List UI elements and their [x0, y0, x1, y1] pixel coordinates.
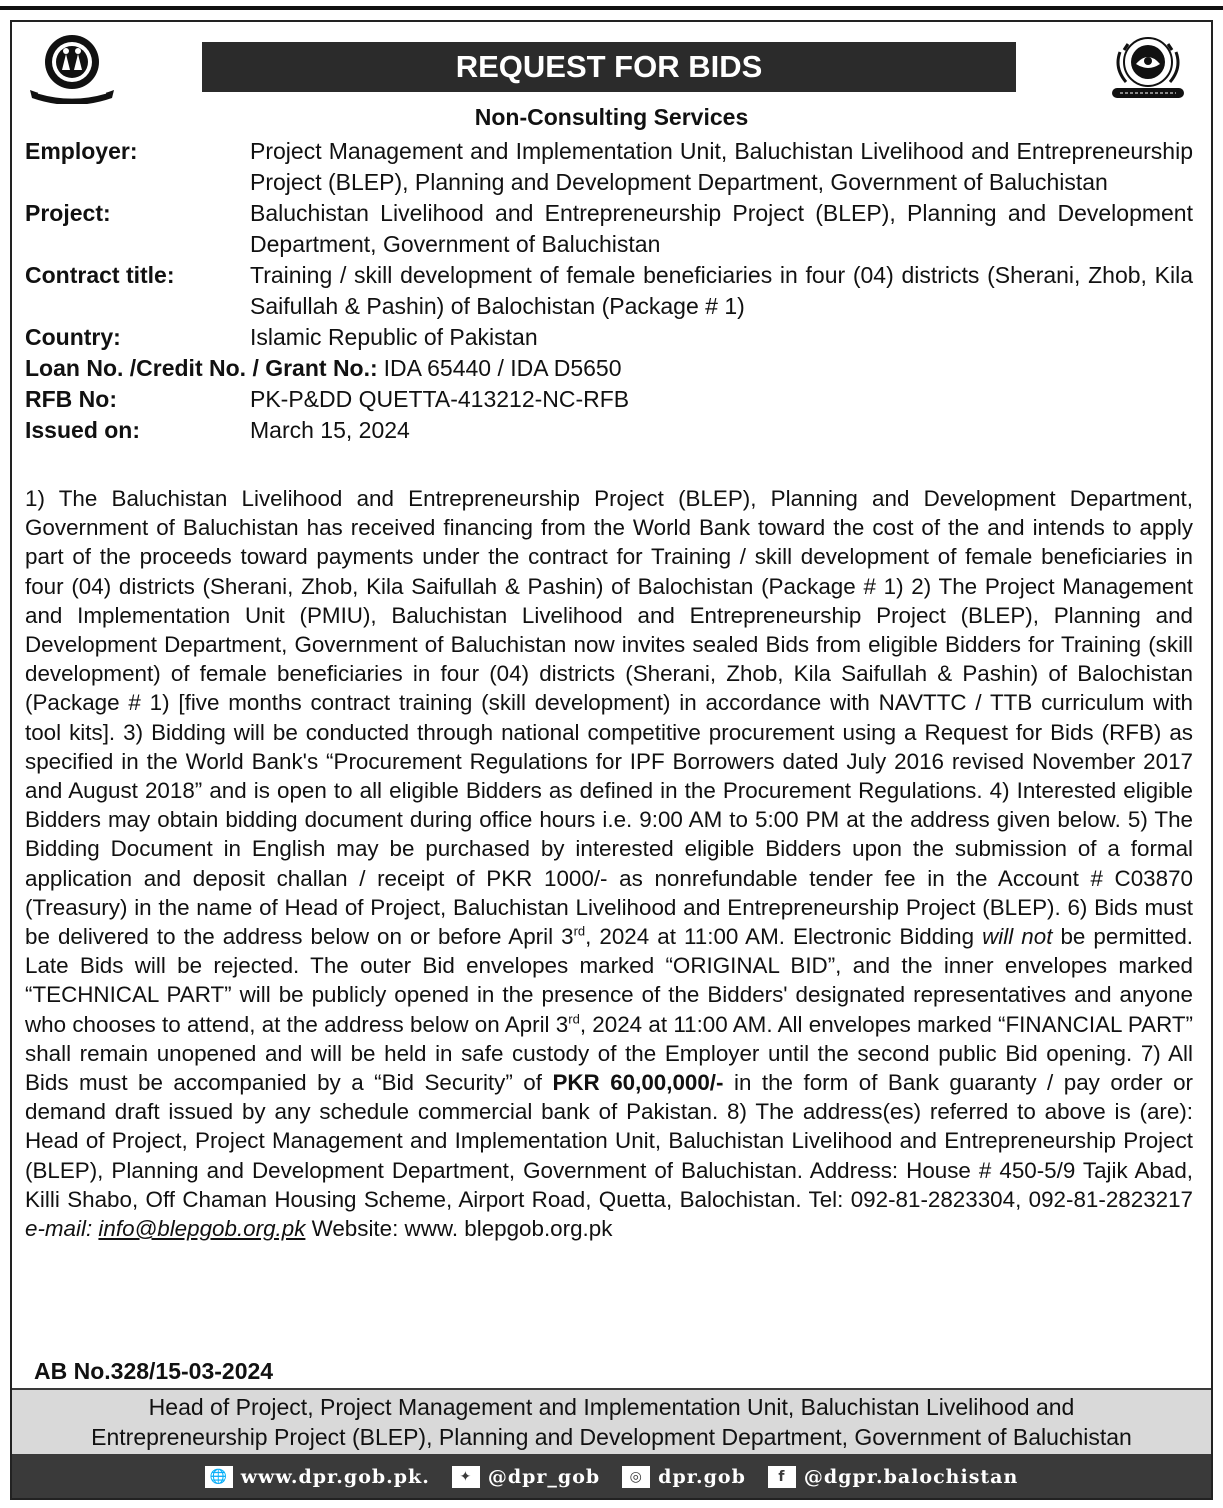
issued-label: Issued on:: [25, 417, 141, 443]
instagram-text: dpr.gob: [658, 1466, 746, 1488]
loan-row: [25, 353, 1193, 384]
twitter-text: @dpr_gob: [487, 1466, 601, 1488]
country-value: Islamic Republic of Pakistan: [250, 324, 538, 350]
instagram-icon: ◎: [622, 1466, 650, 1488]
body-part-3: be permitted. Late Bids will be rejected. The outer Bid envelopes marked “ORIGINAL BID”, and the inner envelopes marked “TECHNICAL PART” will be publicly opened in the presence of the Bidders' designated representatives and anyone who chooses to attend, at the address below on April 3: [25, 924, 1193, 1037]
top-rule: [0, 6, 1223, 10]
website-text: www.dpr.gob.pk.: [240, 1466, 430, 1488]
bid-security-amount: PKR 60,00,000/-: [552, 1070, 724, 1096]
rfb-row: [25, 384, 1193, 415]
body-part-6: Website: www. blepgob.org.pk: [305, 1216, 613, 1242]
blep-logo-icon: [26, 32, 118, 104]
page-title: REQUEST FOR BIDS: [202, 42, 1016, 92]
contract-title-value: Training / skill development of female beneficiaries in four (04) districts (Sherani, Zhob, Kila Saifullah & Pashin) of Balochistan (Package # 1): [250, 262, 1193, 319]
instagram-link[interactable]: [622, 1466, 746, 1488]
employer-value: Project Management and Implementation Unit, Baluchistan Livelihood and Entrepreneurship Project (BLEP), Planning and Development Department, Government of Baluchistan: [250, 138, 1193, 195]
loan-value: IDA 65440 / IDA D5650: [383, 355, 622, 381]
ab-number: AB No.328/15-03-2024: [34, 1358, 274, 1384]
footer-line-1: Head of Project, Project Management and Implementation Unit, Baluchistan Livelihood and: [148, 1394, 1075, 1420]
project-row: [25, 198, 1193, 260]
contract-title-row: [25, 260, 1193, 322]
email-link[interactable]: info@blepgob.org.pk: [98, 1216, 306, 1242]
bid-details: [25, 136, 1193, 446]
contract-title-label: Contract title:: [25, 262, 175, 288]
email-label: e-mail:: [25, 1216, 93, 1242]
facebook-text: @dgpr.balochistan: [803, 1466, 1019, 1488]
website-link[interactable]: [205, 1466, 430, 1488]
body-part-1: 1) The Baluchistan Livelihood and Entrepreneurship Project (BLEP), Planning and Development Department, Government of Baluchistan has received financing from the World Bank toward the cost of the and intends to apply part of the proceeds toward payments under the contract for Training / skill development of female beneficiaries in four (04) districts (Sherani, Zhob, Kila Saifullah & Pashin) of Balochistan (Package # 1) 2) The Project Management and Implementation Unit (PMIU), Baluchistan Livelihood and Entrepreneurship Project (BLEP), Planning and Development Department, Government of Baluchistan now invites sealed Bids from eligible Bidders for Training (skill development) of female beneficiaries in four (04) districts (Sherani, Zhob, Kila Saifullah & Pashin) of Balochistan (Package # 1) [five months contract training (skill development) in accordance with NAVTTC / TTB curriculum with tool kits]. 3) Bidding will be conducted through national competitive procurement using a Request for Bids (RFB) as specified in the World Bank's “Procurement Regulations for IPF Borrowers dated July 2016 revised November 2017 and August 2018” and is open to all eligible Bidders as defined in the Procurement Regulations. 4) Interested eligible Bidders may obtain bidding document during office hours i.e. 9:00 AM to 5:00 PM at the address given below. 5) The Bidding Document in English may be purchased by interested eligible Bidders upon the submission of a formal application and deposit challan / receipt of PKR 1000/- as nonrefundable tender fee in the Account # C03870 (Treasury) in the name of Head of Project, Baluchistan Livelihood and Entrepreneurship Project (BLEP). 6) Bids must be delivered to the address below on or before April 3: [25, 486, 1193, 950]
body-will-not: will not: [982, 924, 1053, 950]
body-part-2: , 2024 at 11:00 AM. Electronic Bidding: [585, 924, 983, 950]
government-seal-icon: [1102, 32, 1194, 104]
bid-body-text: [25, 484, 1193, 1243]
footer-line-2: Entrepreneurship Project (BLEP), Planning and Development Department, Government of Baluchistan: [91, 1424, 1132, 1450]
country-label: Country:: [25, 324, 121, 350]
body-part-4: , 2024 at 11:00 AM. All envelopes marked “FINANCIAL PART” shall remain unopened and will be held in safe custody of the Employer until the second public Bid opening. 7) All Bids must be accompanied by a “Bid Security” of: [25, 1011, 1194, 1096]
rfb-value: PK-P&DD QUETTA-413212-NC-RFB: [250, 386, 630, 412]
country-row: [25, 322, 1193, 353]
twitter-link[interactable]: [452, 1466, 600, 1488]
twitter-icon: ✦: [452, 1466, 480, 1488]
issued-row: [25, 415, 1193, 446]
page-subtitle: Non-Consulting Services: [474, 104, 749, 130]
body-part-5: in the form of Bank guaranty / pay order or demand draft issued by any schedule commercial bank of Pakistan. 8) The address(es) referred to above is (are): Head of Project, Project Management and Implementation Unit, Baluchistan Livelihood and Entrepreneurship Project (BLEP), Planning and Development Department, Government of Baluchistan. Address: House # 450-5/9 Tajik Abad, Killi Shabo, Off Chaman Housing Scheme, Airport Road, Quetta, Balochistan. Tel: 092-81-2823304, 092-81-2823217: [25, 1070, 1193, 1212]
project-value: Baluchistan Livelihood and Entrepreneurship Project (BLEP), Planning and Development Department, Government of Baluchistan: [250, 200, 1193, 257]
social-links: [12, 1458, 1211, 1496]
loan-label: Loan No. /Credit No. / Grant No.:: [25, 355, 378, 381]
facebook-link[interactable]: [768, 1466, 1018, 1488]
employer-row: [25, 136, 1193, 198]
rfb-label: RFB No:: [25, 386, 117, 412]
employer-label: Employer:: [25, 138, 138, 164]
project-label: Project:: [25, 200, 111, 226]
footer-address: [12, 1390, 1211, 1454]
body-sup-1: rd: [573, 923, 586, 939]
facebook-icon: f: [768, 1466, 796, 1488]
globe-icon: 🌐: [205, 1466, 233, 1488]
issued-value: March 15, 2024: [250, 417, 410, 443]
body-sup-2: rd: [568, 1011, 580, 1027]
